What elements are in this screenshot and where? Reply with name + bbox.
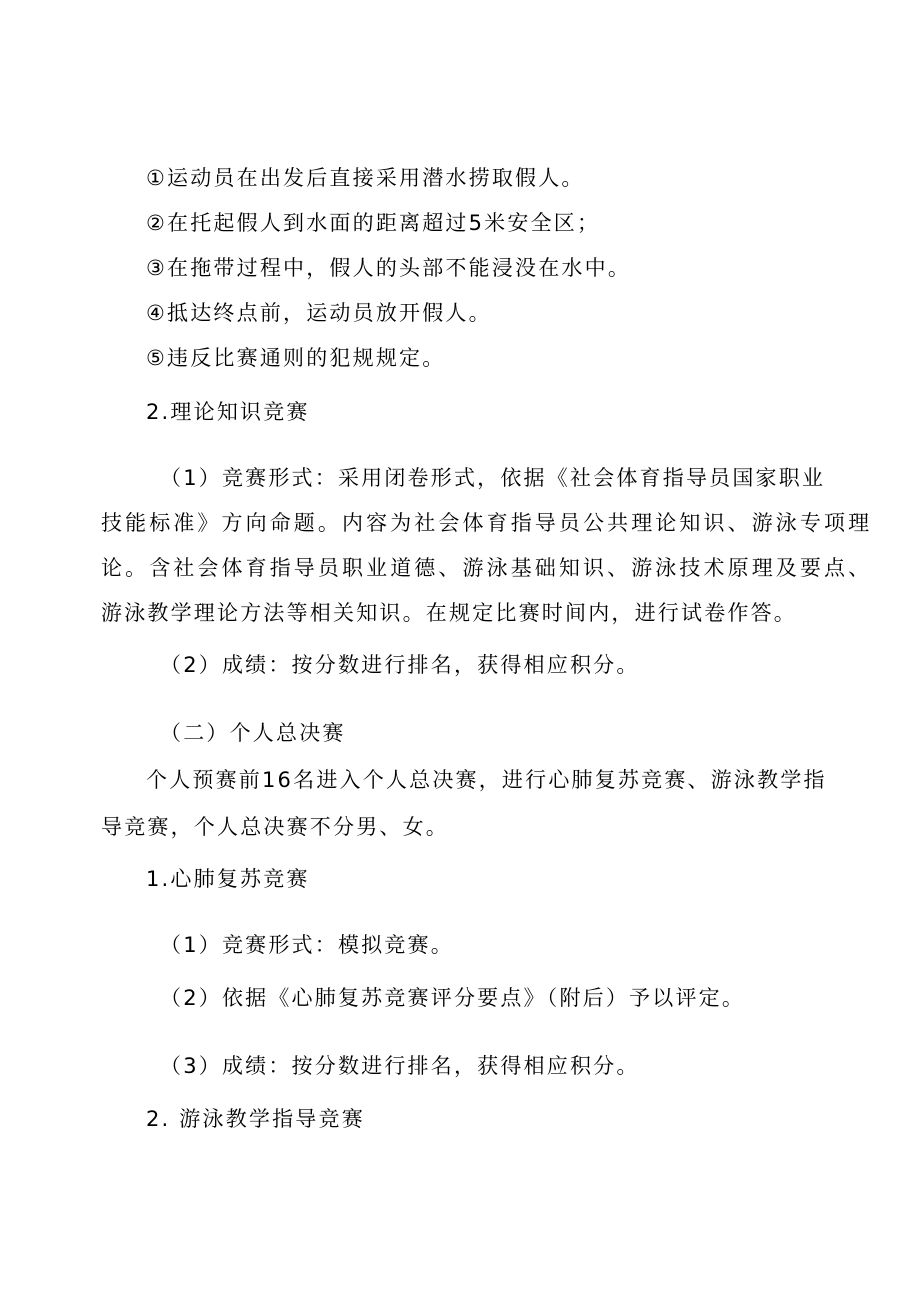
- paragraph-line: 论。含社会体育指导员职业道德、游泳基础知识、游泳技术原理及要点、: [101, 556, 873, 580]
- score-line: （2）成绩：按分数进行排名，获得相应积分。: [160, 653, 640, 677]
- subsection-heading-swim-teaching: 2. 游泳教学指导竞赛: [146, 1107, 365, 1131]
- section-heading-finals: （二）个人总决赛: [160, 721, 346, 745]
- rule-item: ③在拖带过程中，假人的头部不能浸没在水中。: [146, 256, 632, 280]
- paragraph-line: 导竞赛，个人总决赛不分男、女。: [101, 815, 449, 839]
- list-item: （2）依据《心肺复苏竞赛评分要点》（附后）予以评定。: [160, 986, 746, 1010]
- paragraph-line: （1）竞赛形式：采用闭卷形式，依据《社会体育指导员国家职业: [160, 466, 826, 490]
- rule-item: ②在托起假人到水面的距离超过5米安全区；: [146, 211, 601, 235]
- paragraph-line: 游泳教学理论方法等相关知识。在规定比赛时间内，进行试卷作答。: [101, 601, 797, 625]
- section-heading-theory: 2.理论知识竞赛: [146, 400, 310, 424]
- rule-item: ④抵达终点前，运动员放开假人。: [146, 301, 492, 325]
- list-item: （1）竞赛形式：模拟竞赛。: [160, 933, 454, 957]
- paragraph-line: 个人预赛前16名进入个人总决赛，进行心肺复苏竞赛、游泳教学指: [146, 768, 827, 792]
- rule-item: ①运动员在出发后直接采用潜水捞取假人。: [146, 166, 585, 190]
- rule-item: ⑤违反比赛通则的犯规规定。: [146, 346, 446, 370]
- list-item: （3）成绩：按分数进行排名，获得相应积分。: [160, 1054, 640, 1078]
- subsection-heading-cpr: 1.心肺复苏竞赛: [146, 867, 310, 891]
- paragraph-line: 技能标准》方向命题。内容为社会体育指导员公共理论知识、游泳专项理: [101, 511, 873, 535]
